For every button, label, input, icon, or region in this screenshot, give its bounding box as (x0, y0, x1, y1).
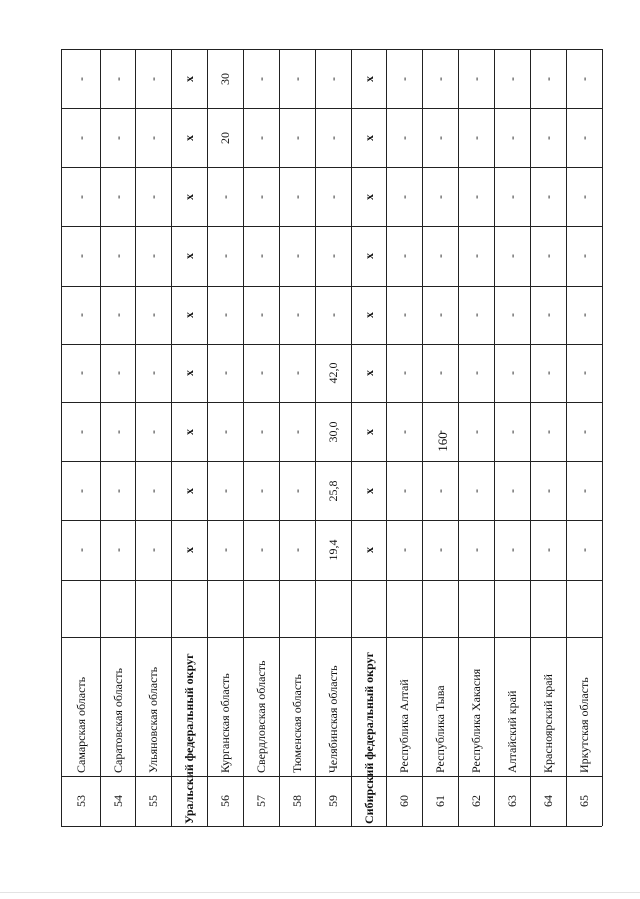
table-cell: - (110, 135, 125, 140)
table-row-name: Свердловская область (254, 660, 268, 773)
table-cell: - (433, 135, 447, 140)
table-cell: x (361, 193, 376, 200)
table-row-name: Курганская область (218, 673, 232, 773)
table-column-border (61, 580, 602, 581)
table-cell: - (110, 488, 125, 493)
table-cell: - (326, 254, 340, 258)
table-cell: - (469, 76, 483, 81)
table-cell: - (146, 429, 160, 434)
table-cell: x (182, 312, 196, 318)
table-cell: - (505, 313, 519, 317)
table-column-border (61, 108, 602, 109)
table-cell: - (469, 371, 483, 375)
table-cell: - (146, 488, 160, 493)
table-cell: - (218, 254, 232, 258)
table-cell: x (361, 253, 376, 259)
table-cell: - (254, 548, 268, 552)
table-cell: - (541, 135, 555, 140)
table-cell: - (577, 135, 591, 140)
table-cell: - (73, 548, 88, 552)
table-cell: - (290, 371, 304, 375)
table-column-border (61, 520, 602, 521)
table-column-border (61, 226, 602, 227)
table-row-number: 56 (218, 795, 232, 807)
table-column-border (61, 637, 602, 638)
table-cell: - (469, 488, 483, 493)
table-cell: - (146, 135, 160, 140)
table-cell: - (254, 135, 268, 140)
table-row-number: 64 (541, 795, 555, 807)
table-cell: - (73, 313, 88, 317)
table-cell: - (110, 548, 125, 552)
table-cell: - (505, 194, 519, 199)
table-cell: - (254, 76, 268, 81)
table-cell: x (361, 487, 376, 494)
table-row-number: 54 (110, 795, 125, 807)
table-cell: - (73, 76, 88, 81)
table-cell: - (469, 548, 483, 552)
table-cell: 25,8 (326, 480, 340, 501)
table-cell: - (505, 429, 519, 434)
table-cell: - (505, 548, 519, 552)
table-cell: - (505, 254, 519, 258)
table-cell: - (218, 194, 232, 199)
table-cell: - (469, 135, 483, 140)
table-cell: x (361, 370, 376, 376)
table-cell: - (505, 135, 519, 140)
table-cell: 19,4 (326, 539, 340, 561)
table-cell: 42,0 (326, 362, 340, 384)
table-cell: - (290, 135, 304, 140)
table-cell: - (577, 194, 591, 199)
table-cell: - (541, 254, 555, 258)
table-cell: - (326, 194, 340, 199)
table-cell: - (73, 194, 88, 199)
table-cell: - (397, 194, 411, 199)
table-cell: x (182, 487, 196, 494)
table-cell: - (397, 313, 411, 317)
table-cell: 30 (218, 72, 232, 85)
table-cell: - (433, 548, 447, 552)
table-cell: - (326, 135, 340, 140)
table-row-number: 63 (505, 795, 519, 807)
table-cell: - (290, 254, 304, 258)
table-cell: - (577, 76, 591, 81)
table-cell: - (146, 371, 160, 375)
table-cell: - (110, 76, 125, 81)
table-cell: - (290, 194, 304, 199)
table-cell: x (182, 428, 196, 435)
table-column-border (61, 344, 602, 345)
table-cell: - (577, 313, 591, 317)
table-cell: - (326, 313, 340, 317)
table-cell: - (218, 548, 232, 552)
table-row-number: 58 (290, 795, 304, 807)
table-cell: - (110, 429, 125, 434)
table-cell: - (254, 194, 268, 199)
table-cell: x (182, 75, 196, 82)
table-row-name: Красноярский край (541, 674, 555, 773)
table-cell: - (146, 313, 160, 317)
table-cell: - (290, 548, 304, 552)
table-cell: - (505, 488, 519, 493)
table-cell: - (254, 429, 268, 434)
table-cell: - (110, 371, 125, 375)
table-cell: x (361, 428, 376, 435)
table-cell: x (182, 370, 196, 376)
table-row-number: 55 (146, 795, 160, 807)
table-row-name: Ульяновская область (146, 666, 160, 773)
table-cell: - (254, 313, 268, 317)
table-cell: x (182, 193, 196, 200)
scan-edge-line (0, 892, 640, 893)
table-cell: - (254, 254, 268, 258)
table-cell: x (361, 134, 376, 141)
table-cell: - (73, 371, 88, 375)
table-cell: - (146, 76, 160, 81)
table-cell: - (541, 429, 555, 434)
table-cell: - (577, 429, 591, 434)
table-cell: - (433, 194, 447, 199)
table-cell: - (218, 488, 232, 493)
table-row-number: 60 (397, 795, 411, 807)
table-row-number: 61 (433, 795, 447, 807)
table-cell: - (541, 194, 555, 199)
table-cell: - (397, 135, 411, 140)
table-cell: - (541, 371, 555, 375)
table-row-name: Иркутская область (577, 677, 591, 773)
table-row-number: 53 (73, 795, 88, 807)
page-number: 160 (435, 432, 450, 452)
table-row-name: Тюменская область (290, 674, 304, 773)
table-cell: - (397, 429, 411, 434)
table-cell: - (110, 194, 125, 199)
table-cell: - (397, 371, 411, 375)
table-cell: - (290, 313, 304, 317)
table-cell: 20 (218, 131, 232, 144)
table-column-border (61, 776, 602, 777)
table-cell: x (361, 75, 376, 82)
table-cell: - (146, 548, 160, 552)
table-cell: - (541, 313, 555, 317)
table-cell: x (361, 312, 376, 318)
table-cell: - (146, 194, 160, 199)
table-row-name: Челябинская область (326, 665, 340, 773)
table-row-number: 62 (469, 795, 483, 807)
table-cell: - (73, 135, 88, 140)
table-cell: - (505, 371, 519, 375)
table-cell: 30,0 (326, 421, 340, 442)
table-cell: - (290, 76, 304, 81)
table-cell: - (73, 488, 88, 493)
table-cell: - (110, 313, 125, 317)
table-cell: - (469, 429, 483, 434)
table-cell: - (254, 371, 268, 375)
table-cell: - (577, 488, 591, 493)
table-cell: - (541, 488, 555, 493)
table-cell: x (182, 547, 196, 553)
table-column-border (61, 826, 602, 827)
table-cell: - (397, 76, 411, 81)
table-cell: - (577, 254, 591, 258)
table-column-border (61, 167, 602, 168)
table-column-border (61, 49, 602, 50)
table-row-name: Саратовская область (110, 667, 125, 773)
table-row-name: Сибирский федеральный округ (361, 651, 376, 824)
table-row-name: Самарская область (73, 676, 88, 773)
table-cell: - (541, 76, 555, 81)
table-cell: - (326, 76, 340, 81)
table-cell: - (433, 313, 447, 317)
table-cell: - (505, 76, 519, 81)
table-row-number: 59 (326, 795, 340, 807)
table-cell: - (469, 254, 483, 258)
table-cell: - (146, 254, 160, 258)
table-column-border (61, 461, 602, 462)
table-cell: - (433, 76, 447, 81)
table-cell: - (73, 429, 88, 434)
table-row-number: 65 (577, 795, 591, 807)
table-cell: - (433, 254, 447, 258)
table-cell: - (433, 429, 447, 434)
table-row-name: Республика Тыва (433, 685, 447, 773)
table-cell: - (218, 371, 232, 375)
table-row-name: Республика Хакасия (469, 668, 483, 773)
table-cell: - (469, 194, 483, 199)
table-row-number: 57 (254, 795, 268, 807)
table-cell: - (218, 313, 232, 317)
table-cell: x (182, 134, 196, 141)
table-cell: - (110, 254, 125, 258)
table-cell: - (469, 313, 483, 317)
table-cell: - (73, 254, 88, 258)
table-cell: x (361, 547, 376, 553)
table-cell: - (397, 548, 411, 552)
table-row-name: Республика Алтай (397, 679, 411, 773)
table-cell: - (397, 254, 411, 258)
table-cell: x (182, 253, 196, 259)
table-row-name: Уральский федеральный округ (182, 653, 196, 824)
table-cell: - (577, 548, 591, 552)
table-cell: - (541, 548, 555, 552)
table-cell: - (290, 488, 304, 493)
table-cell: - (254, 488, 268, 493)
table-cell: - (290, 429, 304, 434)
table-cell: - (577, 371, 591, 375)
table-cell: - (218, 429, 232, 434)
table-cell: - (433, 488, 447, 493)
table-row-name: Алтайский край (505, 690, 519, 773)
table-cell: - (433, 371, 447, 375)
table-cell: - (397, 488, 411, 493)
table-column-border (61, 402, 602, 403)
table-column-border (61, 286, 602, 287)
